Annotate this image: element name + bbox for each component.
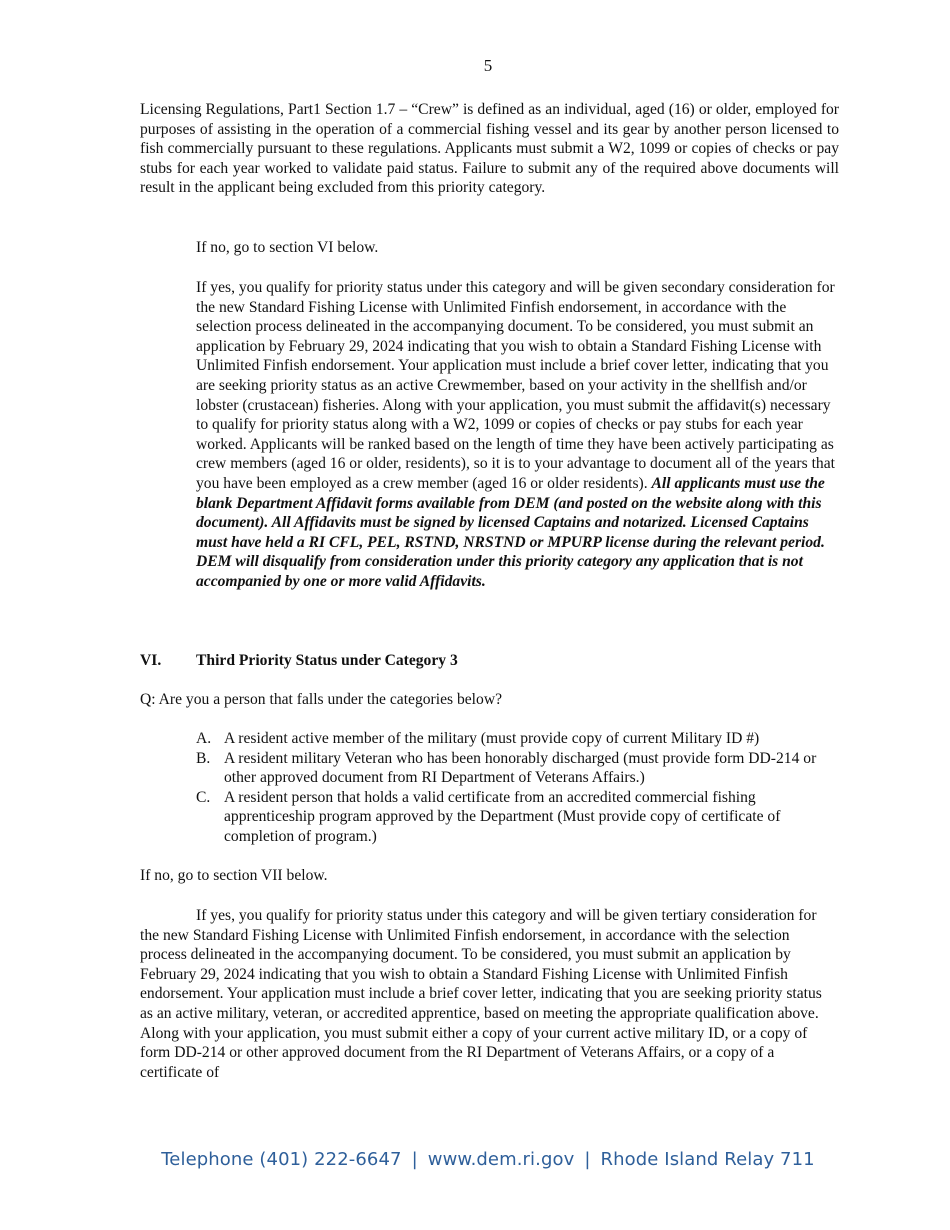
list-item xyxy=(196,729,839,749)
list-item xyxy=(196,749,839,788)
list-item-letter: C. xyxy=(196,788,211,806)
footer-telephone: Telephone (401) 222-6647 xyxy=(161,1149,402,1170)
if-no-section-vii-text: If no, go to section VII below. xyxy=(140,867,328,884)
tertiary-consideration-text: If yes, you qualify for priority status under this category and will be given tertiary consideration for the new Standard Fishing License with Unlimited Finfish endorsement, in accordance with the selection process delineated in the accompanying document. To be considered, you must submit an application by February 29, 2024 indicating that you wish to obtain a Standard Fishing License with Unlimited Finfish endorsement. Your application must include a brief cover letter, indicating that you are seeking priority status as an active military, veteran, or accredited apprentice, based on meeting the appropriate qualification above. Along with your application, you must submit either a copy of your current active military ID, or a copy of form DD-214 or other approved document from the RI Department of Veterans Affairs, or a copy of a certificate of xyxy=(140,907,822,1081)
list-item-letter: B. xyxy=(196,749,211,767)
affidavit-requirement-emphasis: All applicants must use the blank Department Affidavit forms available from DEM (and posted on the website along with this document). All Affidavits must be signed by licensed Captains and notarized. Licensed Captains must have held a RI CFL, PEL, RSTND, NRSTND or MPURP license during the relevant period. DEM will disqualify from consideration under this priority category any application that is not accompanied by one or more valid Affidavits. xyxy=(196,474,825,590)
footer-website-link[interactable]: www.dem.ri.gov xyxy=(427,1149,575,1170)
list-item-text: A resident active member of the military (must provide copy of current Military ID #) xyxy=(224,730,760,747)
category-question: Q: Are you a person that falls under the categories below? xyxy=(140,691,502,708)
section-vi-number: VI. xyxy=(140,652,162,669)
category-list xyxy=(196,729,839,847)
secondary-consideration-paragraph xyxy=(196,278,839,592)
if-no-section-vi-text: If no, go to section VI below. xyxy=(196,239,379,256)
page-number: 5 xyxy=(483,56,493,75)
list-item-text: A resident military Veteran who has been honorably discharged (must provide form DD-214 or other approved document from RI Department of Veterans Affairs.) xyxy=(224,749,817,787)
footer-separator: | xyxy=(584,1149,591,1170)
list-item-text: A resident person that holds a valid certificate from an accredited commercial fishing apprenticeship program approved by the Department (Must provide copy of certificate of completion of program.) xyxy=(224,788,781,845)
section-vi-title: Third Priority Status under Category 3 xyxy=(196,652,458,669)
footer-separator: | xyxy=(411,1149,418,1170)
tertiary-consideration-paragraph xyxy=(140,906,830,1082)
crew-definition-paragraph: Licensing Regulations, Part1 Section 1.7 – “Crew” is defined as an individual, aged (16) or older, employed for purposes of assisting in the operation of a commercial fishing vessel and its gear by another person licensed to fish commercially pursuant to these regulations. Applicants must submit a W2, 1099 or copies of checks or pay stubs for each year worked to validate paid status. Failure to submit any of the required above documents will result in the applicant being excluded from this priority category. xyxy=(140,101,839,197)
secondary-consideration-text: If yes, you qualify for priority status under this category and will be given secondary consideration for the new Standard Fishing License with Unlimited Finfish endorsement, in accordance with the selection process delineated in the accompanying document. To be considered, you must submit an application by February 29, 2024 indicating that you wish to obtain a Standard Fishing License with Unlimited Finfish endorsement. Your application must include a brief cover letter, indicating that you are seeking priority status as an active Crewmember, based on your activity in the shellfish and/or lobster (crustacean) fisheries. Along with your application, you must submit the affidavit(s) necessary to qualify for priority status along with a W2, 1099 or copies of checks or pay stubs for each year worked. Applicants will be ranked based on the length of time they have been actively participating as crew members (aged 16 or older, residents), so it is to your advantage to document all of the years that you have been employed as a crew member (aged 16 or older residents). xyxy=(196,279,835,492)
footer-relay: Rhode Island Relay 711 xyxy=(600,1149,815,1170)
section-vi-heading xyxy=(140,651,840,671)
page-footer xyxy=(0,1150,950,1170)
list-item-letter: A. xyxy=(196,730,212,747)
list-item xyxy=(196,788,839,847)
